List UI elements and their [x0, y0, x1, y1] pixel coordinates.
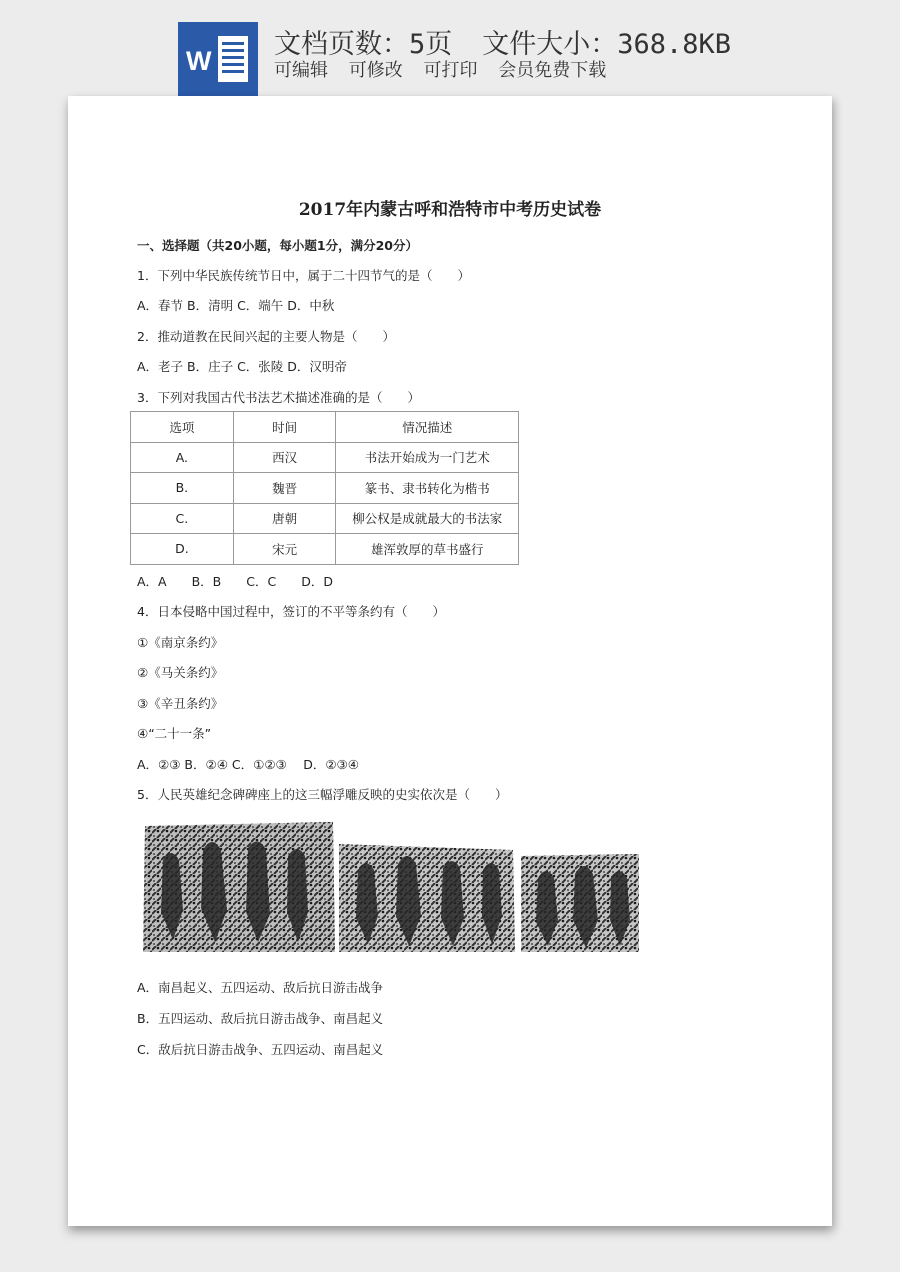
- feature-modifiable: 可修改: [348, 60, 403, 81]
- q4-item: ①《南京条约》: [137, 635, 224, 650]
- q4-item: ②《马关条约》: [137, 665, 224, 680]
- table-cell: 宋元: [233, 534, 336, 565]
- q5-option-c: C．敌后抗日游击战争、五四运动、南昌起义: [137, 1042, 384, 1057]
- document-title: 2017年内蒙古呼和浩特市中考历史试卷: [298, 200, 602, 220]
- relief-sculpture-image: [143, 820, 641, 956]
- q4-stem: 4．日本侵略中国过程中，签订的不平等条约有（ ）: [137, 604, 445, 619]
- table-cell: C.: [131, 503, 234, 534]
- q2-options: A．老子 B．庄子 C．张陵 D．汉明帝: [137, 359, 347, 374]
- section-heading: 一、选择题（共20小题，每小题1分，满分20分）: [137, 238, 418, 253]
- download-banner: [0, 0, 900, 96]
- q4-item: ④“二十一条”: [137, 726, 212, 741]
- feature-printable: 可打印: [423, 60, 478, 81]
- table-cell: 唐朝: [233, 503, 336, 534]
- table-row: [131, 534, 519, 565]
- feature-free-download: 会员免费下载: [498, 60, 607, 81]
- table-header: 时间: [233, 412, 336, 443]
- q5-option-b: B．五四运动、敌后抗日游击战争、南昌起义: [137, 1011, 384, 1026]
- table-row: [131, 503, 519, 534]
- table-cell: 魏晋: [233, 473, 336, 504]
- q5-stem: 5．人民英雄纪念碑碑座上的这三幅浮雕反映的史实依次是（ ）: [137, 787, 508, 802]
- svg-text:W: W: [186, 46, 212, 76]
- banner-features: [274, 56, 615, 82]
- document-page: [68, 96, 832, 1226]
- word-document-icon: [178, 22, 258, 96]
- page-count-label: 文档页数：5页: [274, 29, 453, 60]
- table-cell: 书法开始成为一门艺术: [336, 442, 519, 473]
- table-cell: 篆书、隶书转化为楷书: [336, 473, 519, 504]
- q2-stem: 2．推动道教在民间兴起的主要人物是（ ）: [137, 329, 395, 344]
- table-cell: B.: [131, 473, 234, 504]
- table-row: [131, 442, 519, 473]
- table-cell: 雄浑敦厚的草书盛行: [336, 534, 519, 565]
- q4-item: ③《辛丑条约》: [137, 696, 224, 711]
- feature-editable: 可编辑: [274, 60, 328, 81]
- q3-options: A．A B．B C．C D．D: [137, 574, 333, 589]
- table-header: 情况描述: [336, 412, 519, 443]
- q3-stem: 3．下列对我国古代书法艺术描述准确的是（ ）: [137, 390, 420, 405]
- table-cell: D.: [131, 534, 234, 565]
- table-cell: 柳公权是成就最大的书法家: [336, 503, 519, 534]
- q3-table: [130, 411, 519, 565]
- q4-options: A．②③ B．②④ C．①②③ D．②③④: [137, 757, 359, 772]
- q1-stem: 1．下列中华民族传统节日中，属于二十四节气的是（ ）: [137, 268, 470, 283]
- table-cell: 西汉: [233, 442, 336, 473]
- table-header: 选项: [131, 412, 234, 443]
- table-header-row: [131, 412, 519, 443]
- table-row: [131, 473, 519, 504]
- q5-option-a: A．南昌起义、五四运动、敌后抗日游击战争: [137, 980, 384, 995]
- q1-options: A．春节 B．清明 C．端午 D．中秋: [137, 298, 335, 313]
- table-cell: A.: [131, 442, 234, 473]
- file-size-label: 文件大小：368.8KB: [482, 29, 732, 60]
